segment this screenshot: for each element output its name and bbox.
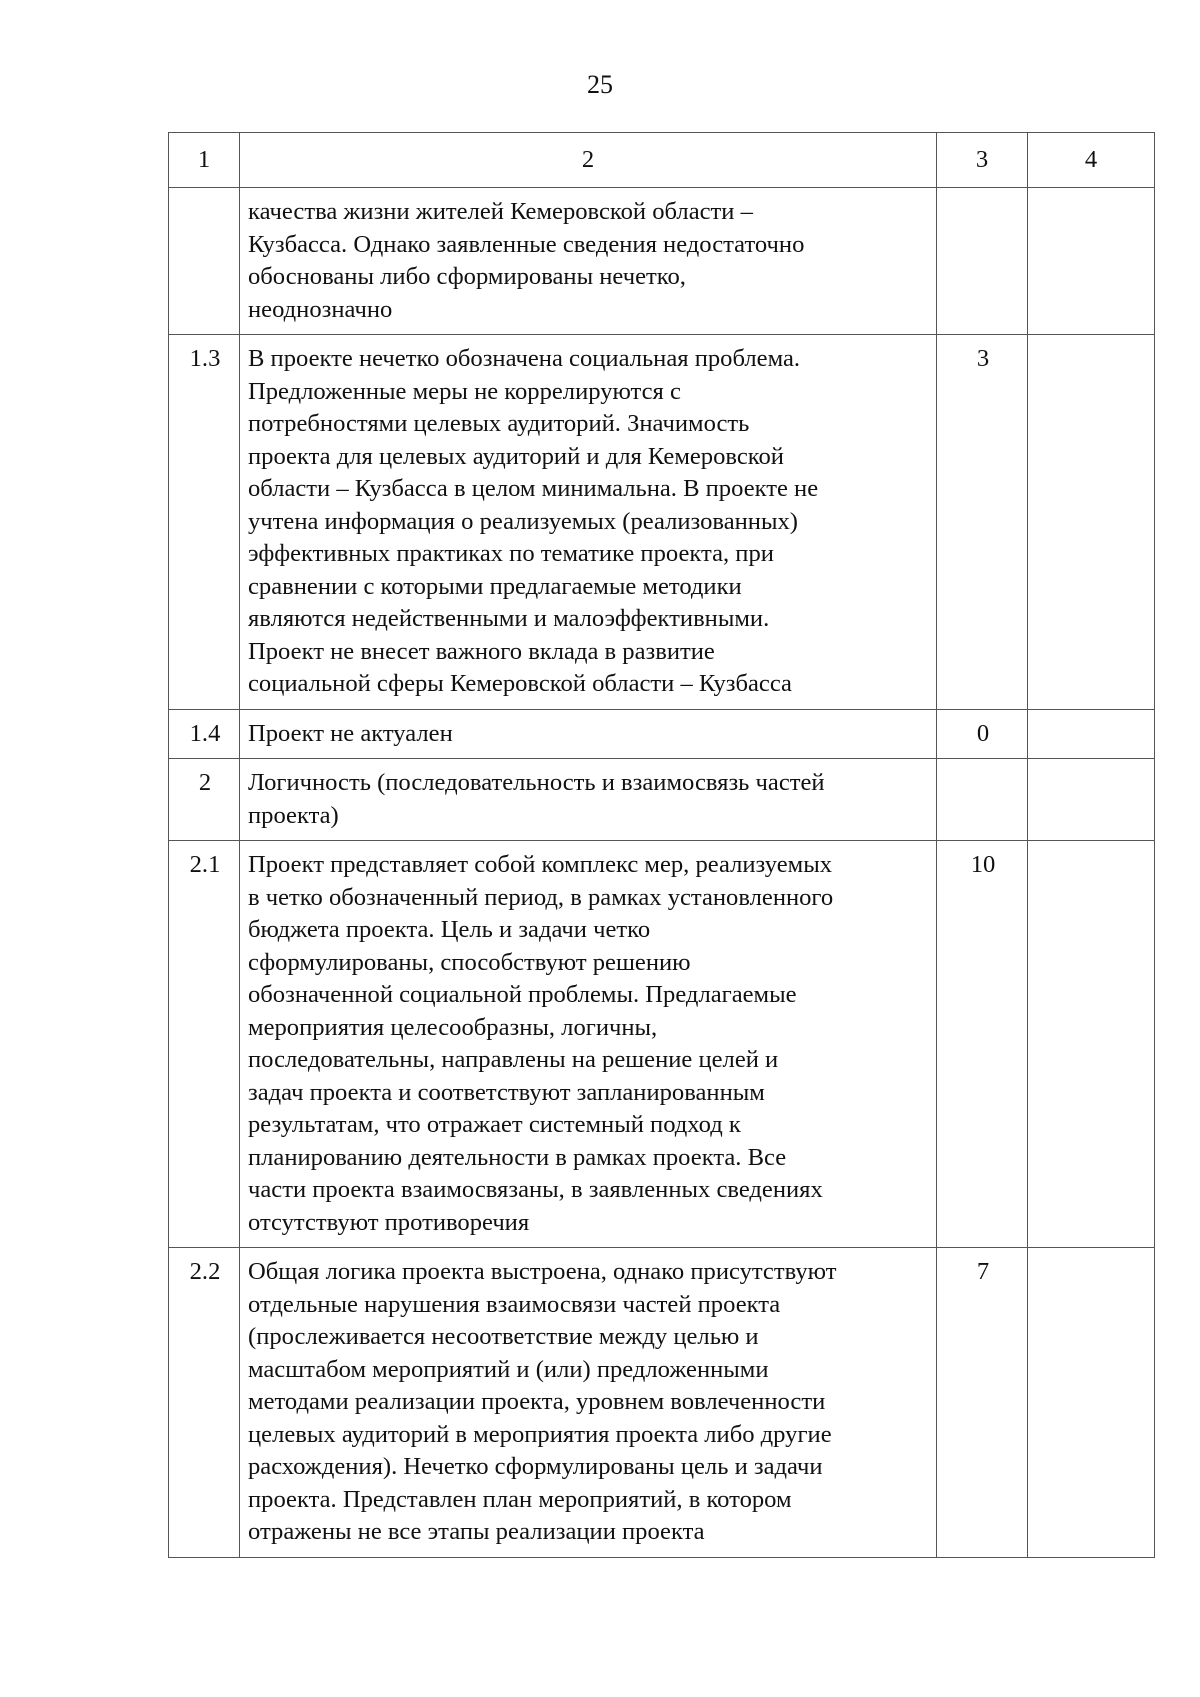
table-row (169, 1248, 1155, 1558)
row-number: 1.4 (169, 709, 240, 759)
column-number-2: 2 (240, 133, 937, 188)
extra-cell (1028, 1248, 1155, 1558)
criteria-table (168, 132, 1155, 1558)
criterion-text: В проекте нечетко обозначена социальная проблема. Предложенные меры не коррелируются с потребностями целевых аудиторий. Значимость проекта для целевых аудиторий и для Кемеровской области – Кузбасса в целом минимальна. В проекте не учтена информация о реализуемых (реализованных) эффективных практиках по тематике проекта, при сравнении с которыми предлагаемые методики являются недейственными и малоэффективными. Проект не внесет важного вклада в развитие социальной сферы Кемеровской области – Кузбасса (240, 335, 937, 710)
extra-cell (1028, 841, 1155, 1248)
criterion-text: Общая логика проекта выстроена, однако присутствуют отдельные нарушения взаимосвязи частей проекта (прослеживается несоответствие между целью и масштабом мероприятий и (или) предложенными методами реализации проекта, уровнем вовлеченности целевых аудиторий в мероприятия проекта либо другие расхождения). Нечетко сформулированы цель и задачи проекта. Представлен план мероприятий, в котором отражены не все этапы реализации проекта (240, 1248, 937, 1558)
table-row (169, 188, 1155, 335)
column-number-3: 3 (937, 133, 1028, 188)
criterion-text: Проект не актуален (240, 709, 937, 759)
row-number: 2.2 (169, 1248, 240, 1558)
extra-cell (1028, 709, 1155, 759)
column-number-1: 1 (169, 133, 240, 188)
table-row (169, 709, 1155, 759)
row-number: 1.3 (169, 335, 240, 710)
score-cell: 0 (937, 709, 1028, 759)
extra-cell (1028, 759, 1155, 841)
table-header-row (169, 133, 1155, 188)
score-cell (937, 759, 1028, 841)
table-row (169, 335, 1155, 710)
row-number: 2 (169, 759, 240, 841)
criterion-text: Логичность (последовательность и взаимосвязь частей проекта) (240, 759, 937, 841)
row-number (169, 188, 240, 335)
criterion-text: Проект представляет собой комплекс мер, реализуемых в четко обозначенный период, в рамках установленного бюджета проекта. Цель и задачи четко сформулированы, способствуют решению обозначенной социальной проблемы. Предлагаемые мероприятия целесообразны, логичны, последовательны, направлены на решение целей и задач проекта и соответствуют запланированным результатам, что отражает системный подход к планированию деятельности в рамках проекта. Все части проекта взаимосвязаны, в заявленных сведениях отсутствуют противоречия (240, 841, 937, 1248)
score-cell: 3 (937, 335, 1028, 710)
table-row (169, 759, 1155, 841)
score-cell: 7 (937, 1248, 1028, 1558)
score-cell: 10 (937, 841, 1028, 1248)
extra-cell (1028, 188, 1155, 335)
table-row (169, 841, 1155, 1248)
page-number: 25 (587, 70, 613, 99)
criterion-text: качества жизни жителей Кемеровской области – Кузбасса. Однако заявленные сведения недостаточно обоснованы либо сформированы нечетко, неоднозначно (240, 188, 937, 335)
column-number-4: 4 (1028, 133, 1155, 188)
score-cell (937, 188, 1028, 335)
extra-cell (1028, 335, 1155, 710)
row-number: 2.1 (169, 841, 240, 1248)
